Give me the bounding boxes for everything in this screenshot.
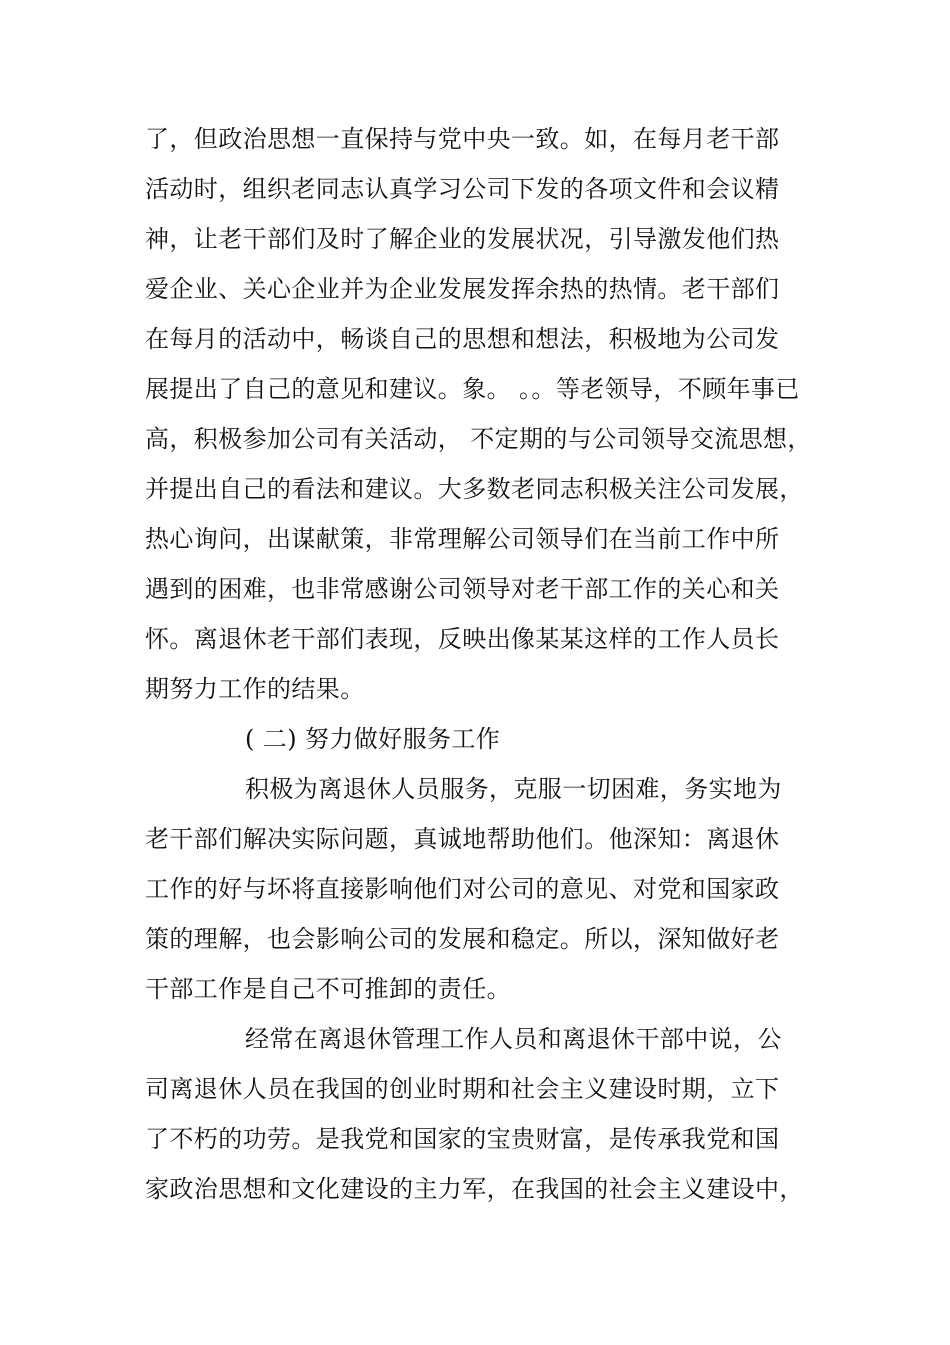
body-text-line: 家政治思想和文化建设的主力军，在我国的社会主义建设中， [145, 1175, 804, 1203]
body-text-line: 并提出自己的看法和建议。大多数老同志积极关注公司发展， [145, 475, 804, 503]
body-text-line: 期努力工作的结果。 [145, 675, 365, 703]
body-text-line: 经常在离退休管理工作人员和离退休干部中说，公 [245, 1025, 782, 1053]
body-text-line: 高，积极参加公司有关活动， 不定期的与公司领导交流思想， [145, 425, 812, 453]
body-text-line: 策的理解，也会影响公司的发展和稳定。所以，深知做好老 [145, 925, 780, 953]
body-text-line: 活动时，组织老同志认真学习公司下发的各项文件和会议精 [145, 175, 780, 203]
body-text-line: 工作的好与坏将直接影响他们对公司的意见、对党和国家政 [145, 875, 780, 903]
body-text-line: 展提出了自己的意见和建议。象。 。。等老领导，不顾年事已 [145, 375, 800, 403]
body-text-line: 积极为离退休人员服务，克服一切困难，务实地为 [245, 775, 782, 803]
body-text-line: 了，但政治思想一直保持与党中央一致。如，在每月老干部 [145, 125, 780, 153]
body-text-line: 怀。离退休老干部们表现，反映出像某某这样的工作人员长 [145, 625, 780, 653]
body-text-line: 司离退休人员在我国的创业时期和社会主义建设时期，立下 [145, 1075, 780, 1103]
body-text-line: 爱企业、关心企业并为企业发展发挥余热的热情。老干部们 [145, 275, 780, 303]
body-text-line: 老干部们解决实际问题，真诚地帮助他们。他深知：离退休 [145, 825, 780, 853]
body-text-line: 神，让老干部们及时了解企业的发展状况，引导激发他们热 [145, 225, 780, 253]
body-text-line: 热心询问，出谋献策，非常理解公司领导们在当前工作中所 [145, 525, 780, 553]
body-text-line: 在每月的活动中，畅谈自己的思想和想法，积极地为公司发 [145, 325, 780, 353]
section-heading: ( 二) 努力做好服务工作 [245, 725, 501, 753]
body-text-line: 干部工作是自己不可推卸的责任。 [145, 975, 511, 1003]
body-text-line: 了不朽的功劳。是我党和国家的宝贵财富，是传承我党和国 [145, 1125, 780, 1153]
body-text-line: 遇到的困难，也非常感谢公司领导对老干部工作的关心和关 [145, 575, 780, 603]
